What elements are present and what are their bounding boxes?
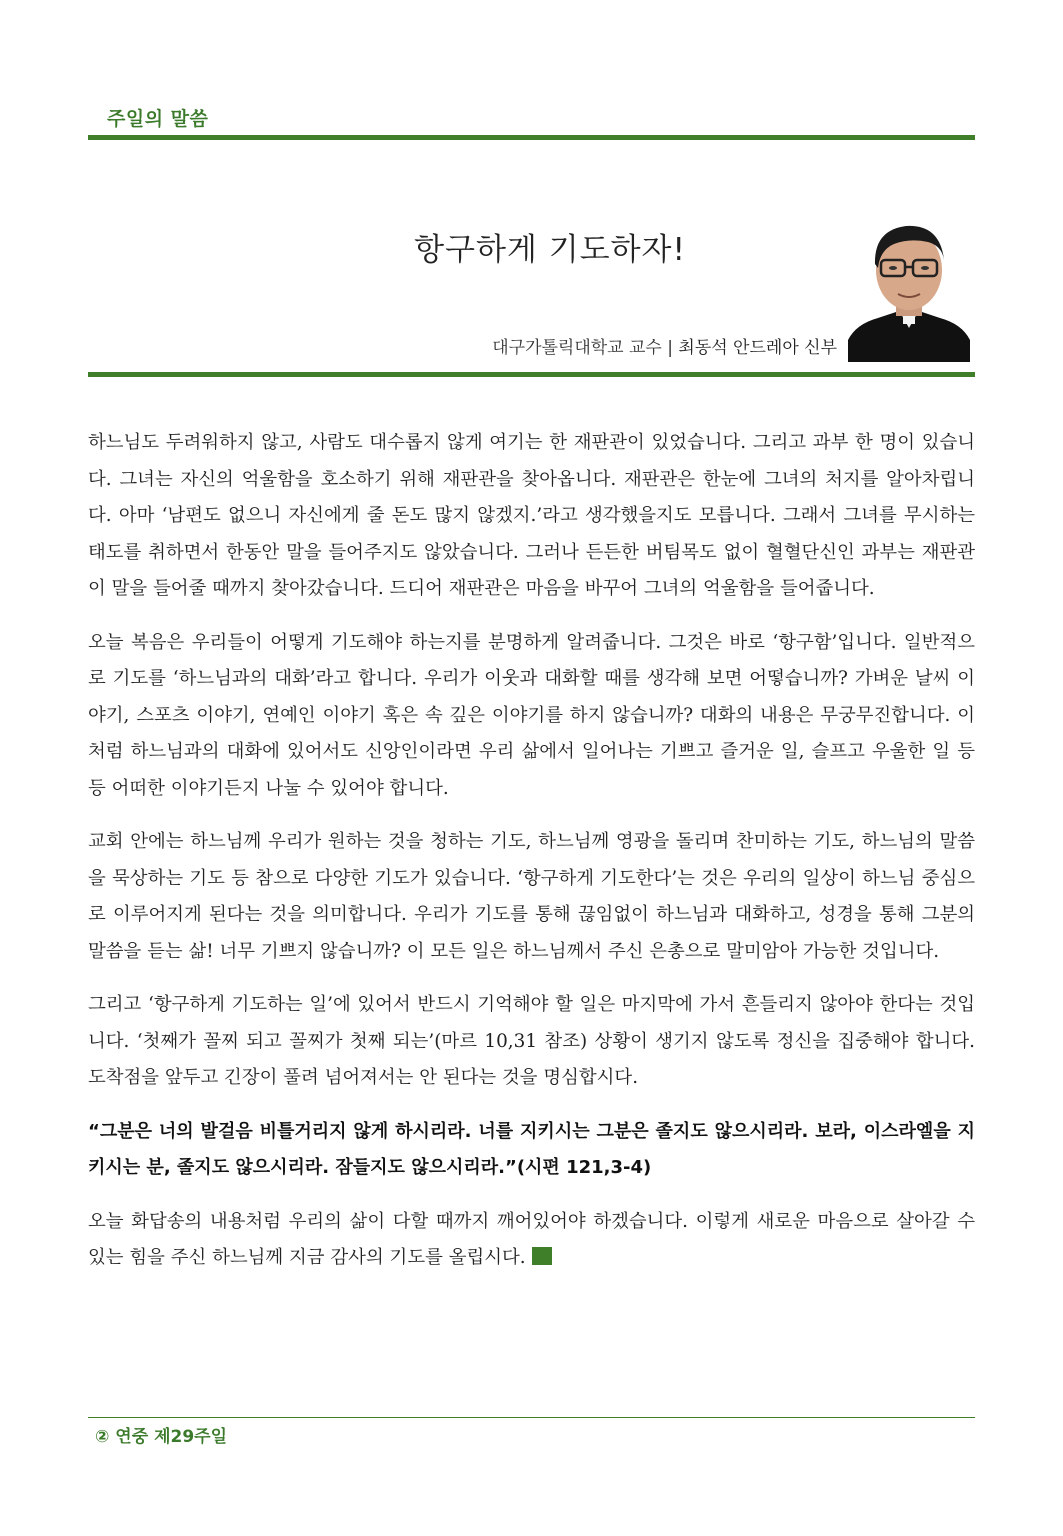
paragraph: 오늘 복음은 우리들이 어떻게 기도해야 하는지를 분명하게 알려줍니다. 그것은 바로 ‘항구함’입니다. 일반적으로 기도를 ‘하느님과의 대화’라고 합니다. 우리가 이웃과 대화할 때를 생각해 보면 어떻습니까? 가벼운 날씨 이야기, 스포츠 이야기, 연예인 이야기 혹은 속 깊은 이야기를 하지 않습니까? 대화의 내용은 무궁무진합니다. 이처럼 하느님과의 대화에 있어서도 신앙인이라면 우리 삶에서 일어나는 기쁘고 즐거운 일, 슬프고 우울한 일 등등 어떠한 이야기든지 나눌 수 있어야 합니다.	[88, 631, 975, 799]
title-rule	[88, 372, 975, 377]
footer-rule	[88, 1417, 975, 1418]
byline-affiliation: 대구가톨릭대학교 교수 |	[492, 338, 679, 358]
paragraph: 하느님도 두려워하지 않고, 사람도 대수롭지 않게 여기는 한 재판관이 있었습니다. 그리고 과부 한 명이 있습니다. 그녀는 자신의 억울함을 호소하기 위해 재판관을 찾아옵니다. 재판관은 한눈에 그녀의 처지를 알아차립니다. 아마 ‘남편도 없으니 자신에게 줄 돈도 많지 않겠지.’라고 생각했을지도 모릅니다. 그래서 그녀를 무시하는 태도를 취하면서 한동안 말을 들어주지도 않았습니다. 그러나 든든한 버팀목도 없이 혈혈단신인 과부는 재판관이 말을 들어줄 때까지 찾아갔습니다. 드디어 재판관은 마음을 바꾸어 그녀의 억울함을 들어줍니다.	[88, 432, 975, 599]
closing-paragraph	[88, 1204, 975, 1277]
byline	[492, 333, 837, 358]
closing-text: 오늘 화답송의 내용처럼 우리의 삶이 다할 때까지 깨어있어야 하겠습니다. 이렇게 새로운 마음으로 살아갈 수 있는 힘을 주신 하느님께 지금 감사의 기도를 올립시다.	[88, 1210, 975, 1268]
paragraph: 그리고 ‘항구하게 기도하는 일’에 있어서 반드시 기억해야 할 일은 마지막에 가서 흔들리지 않아야 한다는 것입니다. ‘첫째가 꼴찌 되고 꼴찌가 첫째 되는’(마르 10,31 참조) 상황이 생기지 않도록 정신을 집중해야 합니다. 도착점을 앞두고 긴장이 풀려 넘어져서는 안 된다는 것을 명심합시다.	[88, 994, 975, 1088]
end-mark-icon	[532, 1247, 552, 1265]
author-portrait	[848, 212, 970, 362]
byline-author-name: 최동석 안드레아 신부	[678, 338, 837, 358]
article-body	[88, 425, 975, 1294]
header-rule	[88, 135, 975, 140]
article-title: 항구하게 기도하자!	[414, 232, 686, 268]
section-label: 주일의 말씀	[107, 108, 209, 130]
footer-label: ② 연중 제29주일	[95, 1427, 227, 1447]
scripture-quote: “그분은 너의 발걸음 비틀거리지 않게 하시리라. 너를 지키시는 그분은 졸지도 않으시리라. 보라, 이스라엘을 지키시는 분, 졸지도 않으시리라. 잠들지도 않으시리라.”(시편 121,3-4)	[88, 1120, 975, 1178]
paragraph: 교회 안에는 하느님께 우리가 원하는 것을 청하는 기도, 하느님께 영광을 돌리며 찬미하는 기도, 하느님의 말씀을 묵상하는 기도 등 참으로 다양한 기도가 있습니다. ‘항구하게 기도한다’는 것은 우리의 일상이 하느님 중심으로 이루어지게 된다는 것을 의미합니다. 우리가 기도를 통해 끊임없이 하느님과 대화하고, 성경을 통해 그분의 말씀을 듣는 삶! 너무 기쁘지 않습니까? 이 모든 일은 하느님께서 주신 은총으로 말미암아 가능한 것입니다.	[88, 831, 975, 962]
